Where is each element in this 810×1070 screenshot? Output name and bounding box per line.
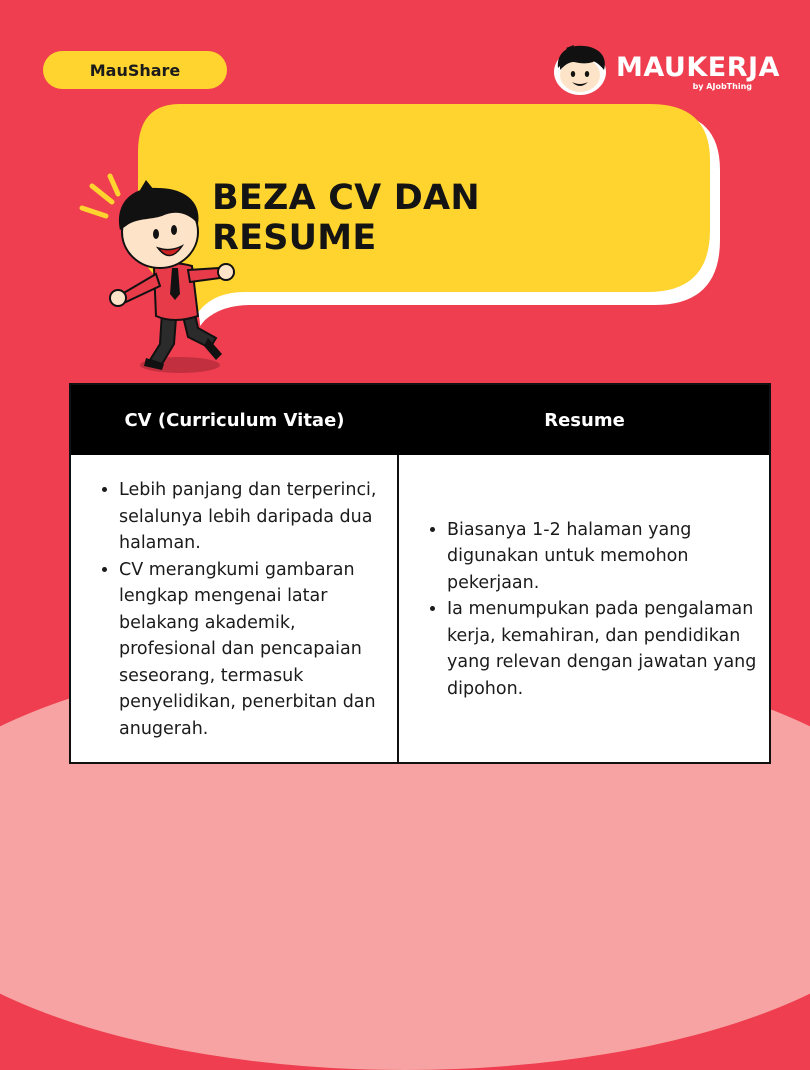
list-item: • CV merangkumi gambaran lengkap mengenai latar belakang akademik, profesional dan pencapaian seseorang, termasuk penyelidikan, penerbitan dan anugerah.	[119, 557, 387, 743]
resume-column	[399, 455, 771, 764]
list-item: • Biasanya 1-2 halaman yang digunakan untuk memohon pekerjaan.	[447, 517, 761, 597]
cv-list	[71, 477, 397, 742]
maushare-tag: MauShare	[43, 51, 227, 89]
header-cv: CV (Curriculum Vitae)	[124, 409, 345, 431]
list-item: • Ia menumpukan pada pengalaman kerja, kemahiran, dan pendidikan yang relevan dengan jawatan yang dipohon.	[447, 596, 761, 702]
brand-byline: by AJobThing	[692, 82, 752, 91]
table-header	[71, 385, 769, 455]
header-resume: Resume	[544, 409, 625, 431]
resume-list	[399, 517, 771, 703]
cv-column	[71, 455, 397, 764]
comparison-table	[69, 383, 771, 764]
page-title: BEZA CV DAN RESUME	[212, 178, 480, 258]
list-item: • Lebih panjang dan terperinci, selalunya lebih daripada dua halaman.	[119, 477, 387, 557]
brand-name: MAUKERJA	[616, 52, 780, 83]
